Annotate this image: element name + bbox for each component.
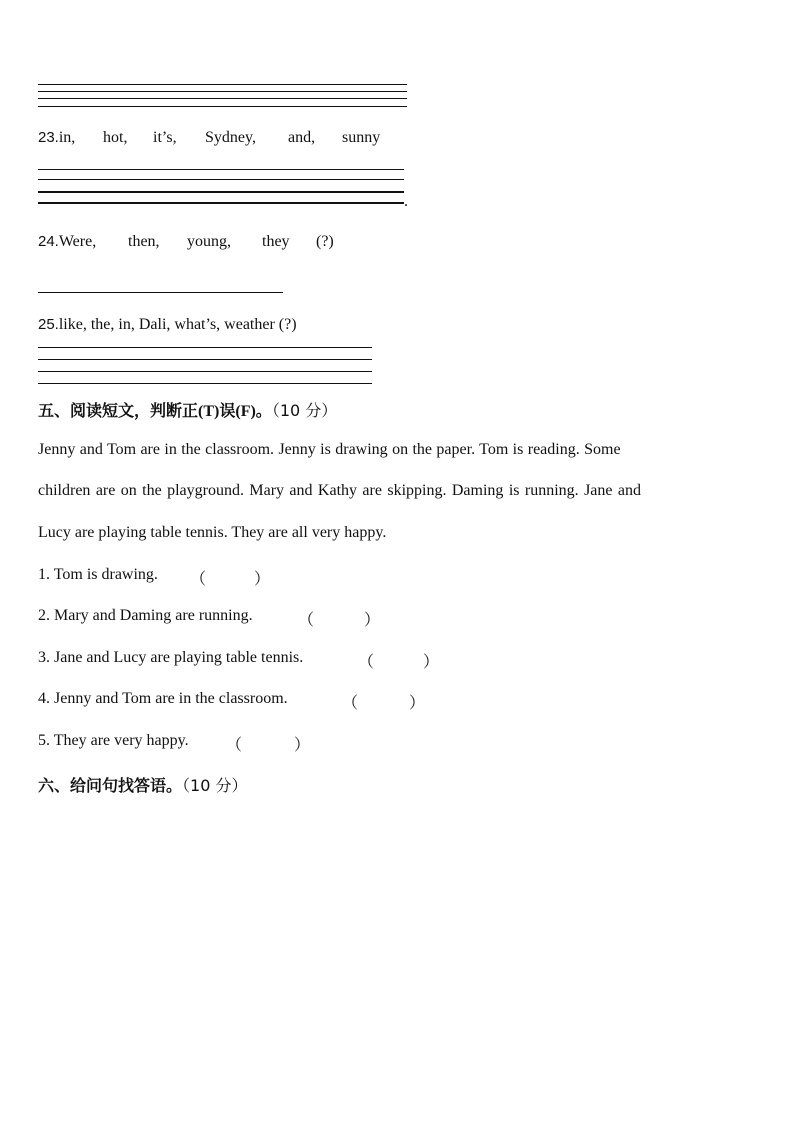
tf-item-1 xyxy=(38,566,158,584)
word: Sydney, xyxy=(205,129,256,146)
word: (?) xyxy=(316,233,334,250)
tf-item-text: 3. Jane and Lucy are playing table tennis. xyxy=(38,649,304,666)
tf-item-text: 2. Mary and Daming are running. xyxy=(38,607,253,624)
section-6-heading xyxy=(38,773,247,796)
answer-paren-close: ） xyxy=(423,654,440,671)
question-number: 23. xyxy=(38,129,59,146)
section-score: （10 分） xyxy=(271,401,338,420)
word: then, xyxy=(128,233,160,250)
answer-paren-close: ） xyxy=(294,737,311,754)
answer-lines-q23 xyxy=(38,169,410,209)
answer-line xyxy=(38,84,407,85)
word: sunny xyxy=(342,129,381,146)
answer-line xyxy=(38,202,404,204)
tf-item-5 xyxy=(38,732,189,750)
answer-line xyxy=(38,359,372,360)
answer-paren-open[interactable]: （ xyxy=(358,654,375,671)
word: hot, xyxy=(103,129,128,146)
answer-line xyxy=(38,106,407,107)
word: young, xyxy=(187,233,231,250)
answer-paren-open[interactable]: （ xyxy=(190,571,207,588)
question-number: 24. xyxy=(38,233,59,250)
false-mark: (F) xyxy=(235,403,256,420)
section-score: （10 分） xyxy=(182,776,248,795)
answer-lines-q25 xyxy=(38,347,372,387)
answer-line xyxy=(38,179,404,180)
answer-line xyxy=(38,383,372,384)
tf-item-2 xyxy=(38,607,253,625)
answer-line xyxy=(38,371,372,372)
answer-line xyxy=(38,98,407,99)
answer-paren-open[interactable]: （ xyxy=(342,695,359,712)
section-title-end: 。 xyxy=(255,401,272,420)
question-number: 25. xyxy=(38,316,59,333)
answer-line xyxy=(38,91,407,92)
answer-line-q24 xyxy=(38,292,283,293)
question-text: like, the, in, Dali, what’s, weather (?) xyxy=(58,316,297,333)
answer-line xyxy=(38,191,404,193)
answer-paren-open[interactable]: （ xyxy=(298,612,315,629)
answer-paren-close: ） xyxy=(254,571,271,588)
tf-item-3 xyxy=(38,649,303,667)
answer-line xyxy=(38,347,372,348)
passage-line: children are on the playground. Mary and Kathy are skipping. Daming is running. Jane and xyxy=(38,482,642,499)
answer-paren-close: ） xyxy=(409,695,426,712)
tf-item-4 xyxy=(38,690,288,708)
section-title-mid: 误 xyxy=(219,401,236,420)
answer-paren-close: ） xyxy=(364,612,381,629)
question-25 xyxy=(38,316,297,334)
passage-line: Lucy are playing table tennis. They are all very happy. xyxy=(38,524,387,541)
word: in, xyxy=(58,129,76,146)
tf-item-text: 5. They are very happy. xyxy=(38,732,189,749)
word: Were, xyxy=(58,233,97,250)
tf-item-text: 4. Jenny and Tom are in the classroom. xyxy=(38,690,288,707)
answer-paren-open[interactable]: （ xyxy=(226,737,243,754)
question-24 xyxy=(38,233,96,251)
section-title: 五、阅读短文，判断正 xyxy=(38,401,199,420)
word: it’s, xyxy=(153,129,177,146)
section-title: 六、给问句找答语。 xyxy=(38,776,183,795)
answer-line xyxy=(38,169,404,170)
word: and, xyxy=(288,129,316,146)
question-23 xyxy=(38,129,75,147)
passage-line: Jenny and Tom are in the classroom. Jenny is drawing on the paper. Tom is reading. Some xyxy=(38,441,621,458)
tf-item-text: 1. Tom is drawing. xyxy=(38,566,158,583)
answer-lines-q22 xyxy=(38,84,407,108)
word: they xyxy=(262,233,290,250)
true-mark: (T) xyxy=(198,403,220,420)
end-mark: . xyxy=(404,193,408,210)
section-5-heading xyxy=(38,398,337,421)
